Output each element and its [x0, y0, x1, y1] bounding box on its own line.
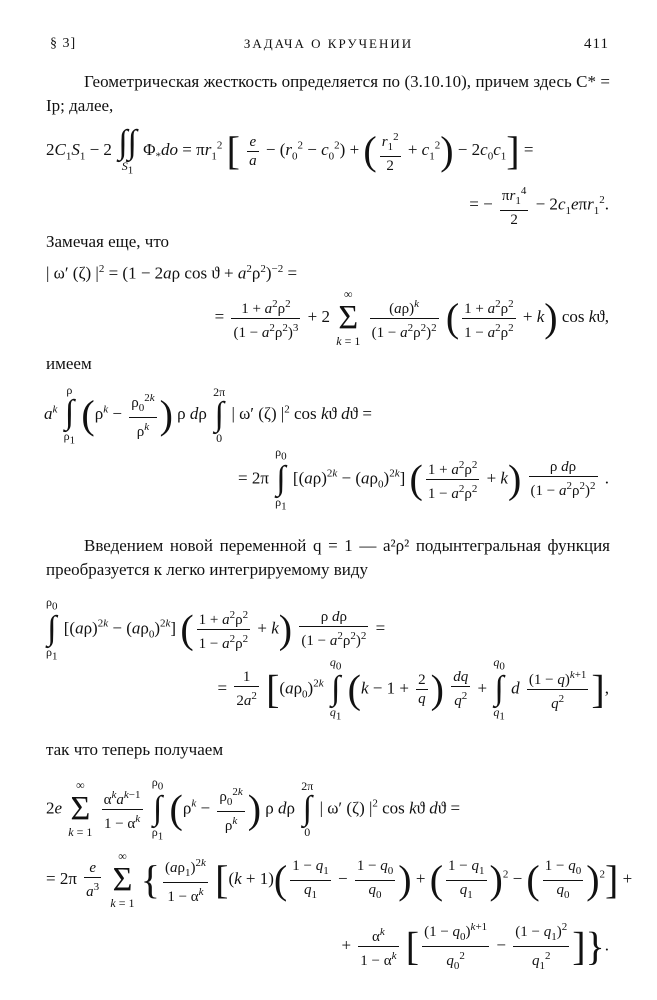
- equation-3-cont: = 2π $\rho_0$ ∫ $\rho_1$ $[(a\rho)^{2k} - (a\rho_0)^{2k}]$ ( $\frac{1 + a^2\rho^2}{1 - a^2\rho^2}$ + k) $\frac{\text{ρ dρ}}{(1 - a^2\rho^2)^2}$ .: [238, 445, 609, 513]
- paragraph-3: имеем: [46, 354, 92, 373]
- equation-5: 2e ∞ Σ k = 1 $\frac{\alpha^ka^{k-1}}{1 - \alpha^k}$ $\rho_0$ ∫ $\rho_1$ ($\rho^k$ − $\frac{\rho_0^{2k}}{\rho^k}$ ) ρ dρ 2π ∫ 0 | ω′ (ζ) $|^2$ cos kϑ dϑ =: [46, 775, 461, 843]
- equation-3: $a^k$ ρ ∫ $\rho_1$ ($\rho^k$ − $\frac{\rho_0^{2k}}{\rho^k}$ ) ρ dρ 2π ∫ 0 | ω′ (ζ) $|^2$ cos kϑ dϑ =: [44, 383, 372, 447]
- equation-5-cont2: + $\frac{\alpha^k}{1 - \alpha^k}$ [ $\frac{(1 - q_0)^{k+1}}{q_0^2}$ − $\frac{(1 - q_1)^2}{q_1^2}$ ]}.: [341, 918, 609, 975]
- paragraph-4: Введением новой переменной q = 1 — a²ρ² подынтегральная функция преобразуется к легко интегрируемому виду: [46, 536, 610, 579]
- equation-4: $\rho_0$ ∫ $\rho_1$ $[(a\rho)^{2k} - (a\rho_0)^{2k}]$ ( $\frac{1 + a^2\rho^2}{1 - a^2\rho^2}$ + k) $\frac{\text{ρ dρ}}{(1 - a^2\rho^2)^2}$ =: [46, 595, 386, 663]
- equation-4-cont: = $\frac{1}{2a^2}$ [$(a\rho_0)^{2k}$ $q_0$ ∫ $q_1$ (k − 1 + $\frac{2}{q}$ ) $\frac{dq}{q^2}$ + $q_0$ ∫ $q_1$ d $\frac{(1 - q)^{k+1}}{q^2}$ ],: [217, 655, 609, 723]
- paragraph-1: Геометрическая жесткость определяется по (3.10.10), причем здесь C* = Ip; далее,: [46, 72, 610, 115]
- equation-2: | ω′ (ζ) $|^2 = (1 - 2a\rho$ $\cos ϑ + a^2\rho^2)^{-2}$ =: [46, 263, 298, 283]
- running-title: ЗАДАЧА О КРУЧЕНИИ: [243, 36, 414, 51]
- paragraph-5: так что теперь получаем: [46, 740, 224, 759]
- equation-2-cont: = $\frac{1 + a^2\rho^2}{(1 - a^2\rho^2)^3}$ + 2 ∞ Σ k = 1 $\frac{(a\rho)^k}{(1 - a^2\rho^2)^2}$ ( $\frac{1 + a^2\rho^2}{1 - a^2\rho^2}$ + k) cos kϑ,: [214, 287, 609, 348]
- section-marker: § 3]: [50, 36, 77, 51]
- paragraph-2: Замечая еще, что: [46, 232, 170, 251]
- equation-5-cont: = 2π $\frac{e}{a^3}$ ∞ Σ k = 1 { $\frac{(a\rho_1)^{2k}}{1 - \alpha^k}$ [(k + 1)( $\frac{1 - q_1}{q_1}$ − $\frac{1 - q_0}{q_0}$ ) + ( $\frac{1 - q_1}{q_1}$ )$^2$ − ( $\frac{1 - q_0}{q_0}$ )$^2$] +: [46, 849, 633, 910]
- page-number: 411: [584, 36, 609, 52]
- equation-1: $2C_1S_1 - 2$ ∫∫ $S_1$ $\Phi_*do = \pi r_1^2$ [ $\frac{e}{a}$ − $(r_0^2 - c_0^2)$ + ( $\frac{r_1^2}{2}$ + $c_1^2) - 2c_0c_1$] =: [46, 124, 534, 177]
- equation-1-cont: = − $\frac{\pi r_1^4}{2}$ − $2c_1e\pi r_1^2$.: [469, 182, 609, 229]
